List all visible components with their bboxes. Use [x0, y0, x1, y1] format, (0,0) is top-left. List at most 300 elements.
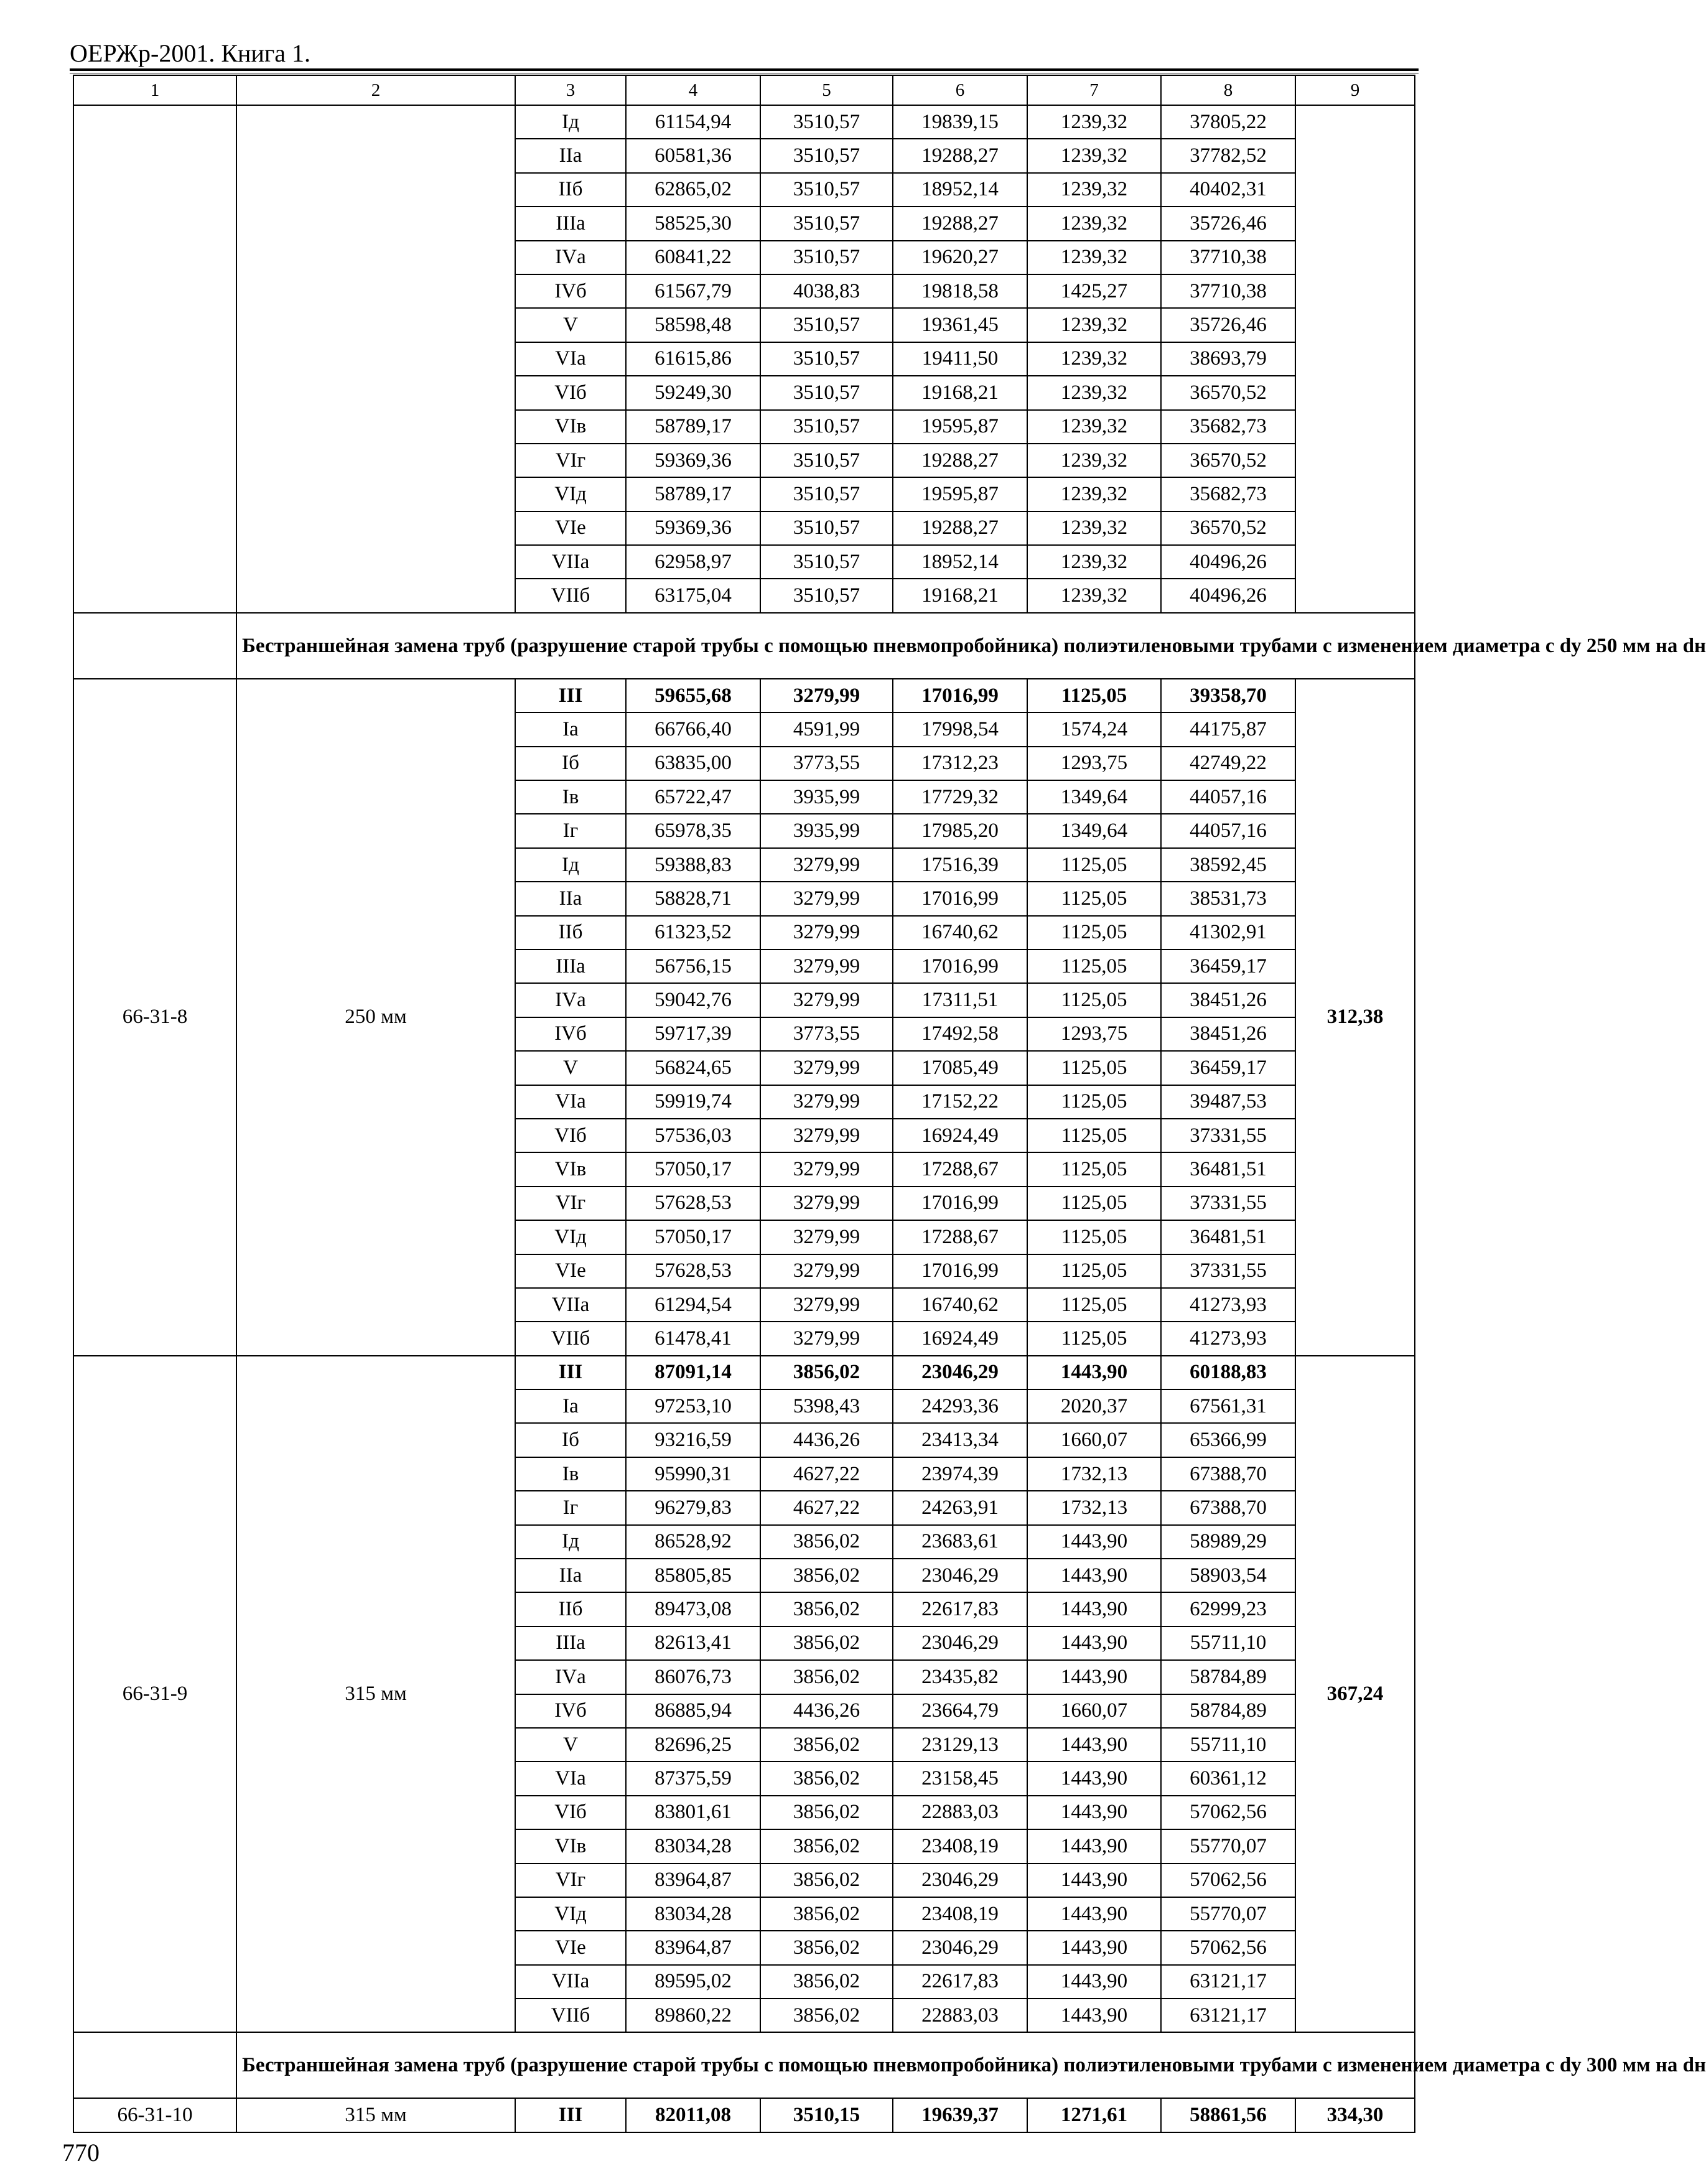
value-cell: 1239,32 — [1027, 579, 1161, 612]
value-cell: 59369,36 — [626, 444, 760, 477]
value-cell: 17016,99 — [893, 1187, 1027, 1220]
value-cell: 16924,49 — [893, 1322, 1027, 1355]
value-cell: 60581,36 — [626, 139, 760, 172]
value-cell: 86076,73 — [626, 1660, 760, 1694]
value-cell: 3856,02 — [760, 1525, 893, 1559]
column-number-header: 3 — [515, 75, 626, 105]
value-cell: 1125,05 — [1027, 882, 1161, 915]
value-cell: 17288,67 — [893, 1152, 1027, 1186]
value-cell: 1239,32 — [1027, 511, 1161, 545]
value-cell: 96279,83 — [626, 1491, 760, 1524]
value-cell: 37782,52 — [1161, 139, 1295, 172]
value-cell: 22617,83 — [893, 1965, 1027, 1999]
table-row — [73, 2098, 1415, 2132]
value-cell: 1125,05 — [1027, 1254, 1161, 1288]
zone-cell: VIб — [515, 1119, 626, 1152]
value-cell: 58828,71 — [626, 882, 760, 915]
value-cell: 19595,87 — [893, 477, 1027, 511]
value-cell: 3510,57 — [760, 579, 893, 612]
pipe-diameter: 250 мм — [236, 679, 515, 1356]
value-cell: 3856,02 — [760, 1796, 893, 1829]
value-cell: 1125,05 — [1027, 1220, 1161, 1254]
value-cell: 3856,02 — [760, 1660, 893, 1694]
section-caption: Бестраншейная замена труб (разрушение старой трубы с помощью пневмопробойника) полиэтиленовыми трубами с изменением диаметра с dy 250 мм на dн — [236, 613, 1415, 679]
value-cell: 61615,86 — [626, 342, 760, 376]
value-cell: 17312,23 — [893, 747, 1027, 780]
value-cell: 3279,99 — [760, 1322, 893, 1355]
value-cell: 17288,67 — [893, 1220, 1027, 1254]
value-cell: 1125,05 — [1027, 848, 1161, 882]
value-cell: 60841,22 — [626, 241, 760, 274]
value-cell: 1239,32 — [1027, 207, 1161, 240]
value-cell: 23046,29 — [893, 1931, 1027, 1964]
value-cell: 58903,54 — [1161, 1559, 1295, 1592]
zone-cell: Iа — [515, 1389, 626, 1423]
zone-cell: Iв — [515, 780, 626, 814]
value-cell: 17998,54 — [893, 712, 1027, 746]
column-number-header: 1 — [73, 75, 236, 105]
zone-cell: IIб — [515, 1592, 626, 1626]
zone-cell: Iд — [515, 1525, 626, 1559]
zone-cell: VIIа — [515, 545, 626, 579]
value-cell: 3856,02 — [760, 1762, 893, 1795]
caption-spacer — [73, 2032, 236, 2098]
value-cell: 1443,90 — [1027, 1965, 1161, 1999]
value-cell: 37710,38 — [1161, 241, 1295, 274]
value-cell: 83964,87 — [626, 1864, 760, 1897]
value-cell: 1239,32 — [1027, 376, 1161, 409]
value-cell: 19168,21 — [893, 579, 1027, 612]
zone-cell: IVб — [515, 274, 626, 308]
value-cell: 22883,03 — [893, 1796, 1027, 1829]
value-cell: 83034,28 — [626, 1897, 760, 1931]
zone-cell: V — [515, 1051, 626, 1085]
value-cell: 4591,99 — [760, 712, 893, 746]
value-cell: 41302,91 — [1161, 916, 1295, 950]
value-cell: 55770,07 — [1161, 1897, 1295, 1931]
value-cell: 17016,99 — [893, 1254, 1027, 1288]
value-cell: 23408,19 — [893, 1897, 1027, 1931]
value-cell: 1239,32 — [1027, 444, 1161, 477]
zone-cell: VIг — [515, 444, 626, 477]
zone-cell: VIIа — [515, 1288, 626, 1322]
zone-cell: V — [515, 308, 626, 342]
pipe-diameter: 315 мм — [236, 2098, 515, 2132]
value-cell: 1125,05 — [1027, 1187, 1161, 1220]
col9-cell — [1295, 105, 1415, 613]
value-cell: 3279,99 — [760, 848, 893, 882]
value-cell: 35682,73 — [1161, 477, 1295, 511]
value-cell: 3856,02 — [760, 1626, 893, 1660]
value-cell: 55711,10 — [1161, 1728, 1295, 1762]
value-cell: 44057,16 — [1161, 780, 1295, 814]
value-cell: 1443,90 — [1027, 1728, 1161, 1762]
zone-cell: VIIб — [515, 1999, 626, 2032]
zone-cell: IIIа — [515, 950, 626, 983]
value-cell: 35682,73 — [1161, 410, 1295, 444]
value-cell: 3510,57 — [760, 207, 893, 240]
value-cell: 3856,02 — [760, 1965, 893, 1999]
value-cell: 3279,99 — [760, 1051, 893, 1085]
value-cell: 23046,29 — [893, 1356, 1027, 1389]
value-cell: 38451,26 — [1161, 1017, 1295, 1051]
value-cell: 23683,61 — [893, 1525, 1027, 1559]
value-cell: 3279,99 — [760, 1119, 893, 1152]
value-cell: 63121,17 — [1161, 1999, 1295, 2032]
value-cell: 59919,74 — [626, 1085, 760, 1119]
value-cell: 23408,19 — [893, 1829, 1027, 1863]
value-cell: 65366,99 — [1161, 1423, 1295, 1457]
value-cell: 23664,79 — [893, 1694, 1027, 1728]
value-cell: 22617,83 — [893, 1592, 1027, 1626]
value-cell: 3510,57 — [760, 139, 893, 172]
zone-cell: Iв — [515, 1457, 626, 1491]
value-cell: 24293,36 — [893, 1389, 1027, 1423]
zone-cell: IIа — [515, 882, 626, 915]
zone-cell: IIIа — [515, 1626, 626, 1660]
value-cell: 85805,85 — [626, 1559, 760, 1592]
value-cell: 86528,92 — [626, 1525, 760, 1559]
value-cell: 1125,05 — [1027, 1051, 1161, 1085]
value-cell: 63121,17 — [1161, 1965, 1295, 1999]
value-cell: 1443,90 — [1027, 1559, 1161, 1592]
value-cell: 41273,93 — [1161, 1288, 1295, 1322]
zone-cell: VIIб — [515, 579, 626, 612]
value-cell: 36570,52 — [1161, 511, 1295, 545]
value-cell: 36459,17 — [1161, 950, 1295, 983]
value-cell: 1443,90 — [1027, 1999, 1161, 2032]
value-cell: 1443,90 — [1027, 1931, 1161, 1964]
value-cell: 3510,57 — [760, 444, 893, 477]
zone-cell: Iа — [515, 712, 626, 746]
zone-cell: VIв — [515, 410, 626, 444]
value-cell: 1443,90 — [1027, 1897, 1161, 1931]
value-cell: 56756,15 — [626, 950, 760, 983]
value-cell: 17311,51 — [893, 983, 1027, 1017]
value-cell: 16740,62 — [893, 1288, 1027, 1322]
value-cell: 57536,03 — [626, 1119, 760, 1152]
value-cell: 3856,02 — [760, 1829, 893, 1863]
value-cell: 1293,75 — [1027, 747, 1161, 780]
col9-value: 312,38 — [1295, 679, 1415, 1356]
value-cell: 83801,61 — [626, 1796, 760, 1829]
value-cell: 1425,27 — [1027, 274, 1161, 308]
value-cell: 39487,53 — [1161, 1085, 1295, 1119]
value-cell: 55770,07 — [1161, 1829, 1295, 1863]
value-cell: 3279,99 — [760, 882, 893, 915]
zone-cell: VIа — [515, 342, 626, 376]
value-cell: 60188,83 — [1161, 1356, 1295, 1389]
zone-cell: IIб — [515, 916, 626, 950]
value-cell: 36481,51 — [1161, 1152, 1295, 1186]
zone-cell: IIIа — [515, 207, 626, 240]
value-cell: 19168,21 — [893, 376, 1027, 409]
value-cell: 1732,13 — [1027, 1457, 1161, 1491]
zone-cell: VIв — [515, 1829, 626, 1863]
value-cell: 1239,32 — [1027, 139, 1161, 172]
column-number-header: 4 — [626, 75, 760, 105]
value-cell: 42749,22 — [1161, 747, 1295, 780]
value-cell: 59717,39 — [626, 1017, 760, 1051]
table-row — [73, 105, 1415, 139]
value-cell: 17016,99 — [893, 882, 1027, 915]
value-cell: 1125,05 — [1027, 1288, 1161, 1322]
zone-cell: Iб — [515, 1423, 626, 1457]
value-cell: 61478,41 — [626, 1322, 760, 1355]
value-cell: 19411,50 — [893, 342, 1027, 376]
value-cell: 63835,00 — [626, 747, 760, 780]
value-cell: 17152,22 — [893, 1085, 1027, 1119]
value-cell: 1443,90 — [1027, 1525, 1161, 1559]
value-cell: 3510,15 — [760, 2098, 893, 2132]
value-cell: 82011,08 — [626, 2098, 760, 2132]
value-cell: 3279,99 — [760, 1254, 893, 1288]
zone-cell: VIд — [515, 1220, 626, 1254]
value-cell: 61294,54 — [626, 1288, 760, 1322]
caption-spacer — [73, 613, 236, 679]
value-cell: 57062,56 — [1161, 1931, 1295, 1964]
value-cell: 3510,57 — [760, 545, 893, 579]
value-cell: 22883,03 — [893, 1999, 1027, 2032]
value-cell: 3510,57 — [760, 410, 893, 444]
value-cell: 67561,31 — [1161, 1389, 1295, 1423]
value-cell: 1125,05 — [1027, 950, 1161, 983]
value-cell: 17016,99 — [893, 950, 1027, 983]
pipe-diameter: 315 мм — [236, 1356, 515, 2033]
page-number: 770 — [62, 2139, 100, 2167]
value-cell: 3510,57 — [760, 105, 893, 139]
value-cell: 41273,93 — [1161, 1322, 1295, 1355]
column-number-header: 2 — [236, 75, 515, 105]
value-cell: 59249,30 — [626, 376, 760, 409]
col9-value: 334,30 — [1295, 2098, 1415, 2132]
value-cell: 1125,05 — [1027, 1322, 1161, 1355]
value-cell: 1239,32 — [1027, 477, 1161, 511]
zone-cell: VIа — [515, 1762, 626, 1795]
value-cell: 87091,14 — [626, 1356, 760, 1389]
value-cell: 58525,30 — [626, 207, 760, 240]
value-cell: 61154,94 — [626, 105, 760, 139]
value-cell: 3856,02 — [760, 1897, 893, 1931]
value-cell: 55711,10 — [1161, 1626, 1295, 1660]
value-cell: 23413,34 — [893, 1423, 1027, 1457]
value-cell: 1125,05 — [1027, 1119, 1161, 1152]
value-cell: 18952,14 — [893, 173, 1027, 207]
zone-cell: VIе — [515, 511, 626, 545]
value-cell: 1293,75 — [1027, 1017, 1161, 1051]
column-number-header: 9 — [1295, 75, 1415, 105]
value-cell: 57062,56 — [1161, 1864, 1295, 1897]
section-caption-row — [73, 2032, 1415, 2098]
value-cell: 83034,28 — [626, 1829, 760, 1863]
value-cell: 3935,99 — [760, 814, 893, 847]
value-cell: 19639,37 — [893, 2098, 1027, 2132]
zone-cell: IIб — [515, 173, 626, 207]
value-cell: 1349,64 — [1027, 780, 1161, 814]
value-cell: 3279,99 — [760, 1187, 893, 1220]
value-cell: 19839,15 — [893, 105, 1027, 139]
value-cell: 3856,02 — [760, 1999, 893, 2032]
value-cell: 59655,68 — [626, 679, 760, 712]
value-cell: 1239,32 — [1027, 241, 1161, 274]
value-cell: 19288,27 — [893, 207, 1027, 240]
value-cell: 58861,56 — [1161, 2098, 1295, 2132]
value-cell: 17729,32 — [893, 780, 1027, 814]
zone-cell: Iг — [515, 814, 626, 847]
value-cell: 37710,38 — [1161, 274, 1295, 308]
column-number-header: 8 — [1161, 75, 1295, 105]
zone-cell: VIг — [515, 1187, 626, 1220]
value-cell: 3510,57 — [760, 376, 893, 409]
value-cell: 35726,46 — [1161, 308, 1295, 342]
value-cell: 62999,23 — [1161, 1592, 1295, 1626]
value-cell: 61567,79 — [626, 274, 760, 308]
value-cell: 1443,90 — [1027, 1864, 1161, 1897]
value-cell: 83964,87 — [626, 1931, 760, 1964]
value-cell: 57628,53 — [626, 1187, 760, 1220]
zone-cell: III — [515, 1356, 626, 1389]
value-cell: 59042,76 — [626, 983, 760, 1017]
value-cell: 1574,24 — [1027, 712, 1161, 746]
value-cell: 1239,32 — [1027, 105, 1161, 139]
value-cell: 3773,55 — [760, 747, 893, 780]
zone-cell: Iд — [515, 105, 626, 139]
value-cell: 3279,99 — [760, 679, 893, 712]
value-cell: 3279,99 — [760, 983, 893, 1017]
value-cell: 16740,62 — [893, 916, 1027, 950]
value-cell: 18952,14 — [893, 545, 1027, 579]
value-cell: 82613,41 — [626, 1626, 760, 1660]
value-cell: 87375,59 — [626, 1762, 760, 1795]
value-cell: 4627,22 — [760, 1457, 893, 1491]
value-cell: 23158,45 — [893, 1762, 1027, 1795]
value-cell: 58789,17 — [626, 410, 760, 444]
column-number-header: 7 — [1027, 75, 1161, 105]
value-cell: 1443,90 — [1027, 1829, 1161, 1863]
zone-cell: IVб — [515, 1694, 626, 1728]
value-cell: 66766,40 — [626, 712, 760, 746]
table-row — [73, 679, 1415, 712]
value-cell: 67388,70 — [1161, 1491, 1295, 1524]
value-cell: 44175,87 — [1161, 712, 1295, 746]
value-cell: 59388,83 — [626, 848, 760, 882]
value-cell: 2020,37 — [1027, 1389, 1161, 1423]
value-cell: 61323,52 — [626, 916, 760, 950]
zone-cell: IVа — [515, 983, 626, 1017]
value-cell: 3510,57 — [760, 308, 893, 342]
value-cell: 65978,35 — [626, 814, 760, 847]
value-cell: 3856,02 — [760, 1356, 893, 1389]
value-cell: 4436,26 — [760, 1423, 893, 1457]
value-cell: 58789,17 — [626, 477, 760, 511]
value-cell: 62865,02 — [626, 173, 760, 207]
zone-cell: VIд — [515, 477, 626, 511]
price-table — [73, 75, 1706, 2133]
zone-cell: Iд — [515, 848, 626, 882]
value-cell: 1443,90 — [1027, 1626, 1161, 1660]
value-cell: 89595,02 — [626, 1965, 760, 1999]
zone-cell: VIIб — [515, 1322, 626, 1355]
value-cell: 3279,99 — [760, 1288, 893, 1322]
rate-code: 66-31-10 — [73, 2098, 236, 2132]
value-cell: 40496,26 — [1161, 545, 1295, 579]
value-cell: 1125,05 — [1027, 1152, 1161, 1186]
header-rule — [70, 68, 1419, 71]
value-cell: 36570,52 — [1161, 444, 1295, 477]
value-cell: 63175,04 — [626, 579, 760, 612]
col9-value: 367,24 — [1295, 1356, 1415, 2033]
value-cell: 3510,57 — [760, 173, 893, 207]
value-cell: 3856,02 — [760, 1931, 893, 1964]
value-cell: 17516,39 — [893, 848, 1027, 882]
value-cell: 62958,97 — [626, 545, 760, 579]
value-cell: 1271,61 — [1027, 2098, 1161, 2132]
value-cell: 3279,99 — [760, 1220, 893, 1254]
value-cell: 16924,49 — [893, 1119, 1027, 1152]
value-cell: 3773,55 — [760, 1017, 893, 1051]
value-cell: 23435,82 — [893, 1660, 1027, 1694]
value-cell: 40402,31 — [1161, 173, 1295, 207]
value-cell: 95990,31 — [626, 1457, 760, 1491]
value-cell: 65722,47 — [626, 780, 760, 814]
value-cell: 19361,45 — [893, 308, 1027, 342]
value-cell: 93216,59 — [626, 1423, 760, 1457]
value-cell: 23046,29 — [893, 1626, 1027, 1660]
column-number-header: 5 — [760, 75, 893, 105]
value-cell: 17016,99 — [893, 679, 1027, 712]
value-cell: 1239,32 — [1027, 545, 1161, 579]
value-cell: 58598,48 — [626, 308, 760, 342]
zone-cell: VIв — [515, 1152, 626, 1186]
value-cell: 67388,70 — [1161, 1457, 1295, 1491]
value-cell: 1239,32 — [1027, 410, 1161, 444]
value-cell: 89473,08 — [626, 1592, 760, 1626]
zone-cell: VIа — [515, 1085, 626, 1119]
value-cell: 89860,22 — [626, 1999, 760, 2032]
value-cell: 37331,55 — [1161, 1254, 1295, 1288]
value-cell: 58784,89 — [1161, 1694, 1295, 1728]
section-caption-row — [73, 613, 1415, 679]
value-cell: 24263,91 — [893, 1491, 1027, 1524]
value-cell: 38693,79 — [1161, 342, 1295, 376]
value-cell: 37331,55 — [1161, 1119, 1295, 1152]
zone-cell: III — [515, 679, 626, 712]
value-cell: 86885,94 — [626, 1694, 760, 1728]
value-cell: 1125,05 — [1027, 1085, 1161, 1119]
zone-cell: Iг — [515, 1491, 626, 1524]
value-cell: 58784,89 — [1161, 1660, 1295, 1694]
value-cell: 3935,99 — [760, 780, 893, 814]
value-cell: 1125,05 — [1027, 983, 1161, 1017]
zone-cell: IIа — [515, 139, 626, 172]
value-cell: 3279,99 — [760, 1085, 893, 1119]
value-cell: 57050,17 — [626, 1152, 760, 1186]
value-cell: 3510,57 — [760, 241, 893, 274]
value-cell: 1239,32 — [1027, 173, 1161, 207]
diameter-cell — [236, 105, 515, 613]
zone-cell: VIд — [515, 1897, 626, 1931]
value-cell: 58989,29 — [1161, 1525, 1295, 1559]
value-cell: 19818,58 — [893, 274, 1027, 308]
value-cell: 3279,99 — [760, 1152, 893, 1186]
value-cell: 97253,10 — [626, 1389, 760, 1423]
value-cell: 5398,43 — [760, 1389, 893, 1423]
value-cell: 23129,13 — [893, 1728, 1027, 1762]
value-cell: 1443,90 — [1027, 1356, 1161, 1389]
zone-cell: III — [515, 2098, 626, 2132]
value-cell: 17492,58 — [893, 1017, 1027, 1051]
value-cell: 1732,13 — [1027, 1491, 1161, 1524]
